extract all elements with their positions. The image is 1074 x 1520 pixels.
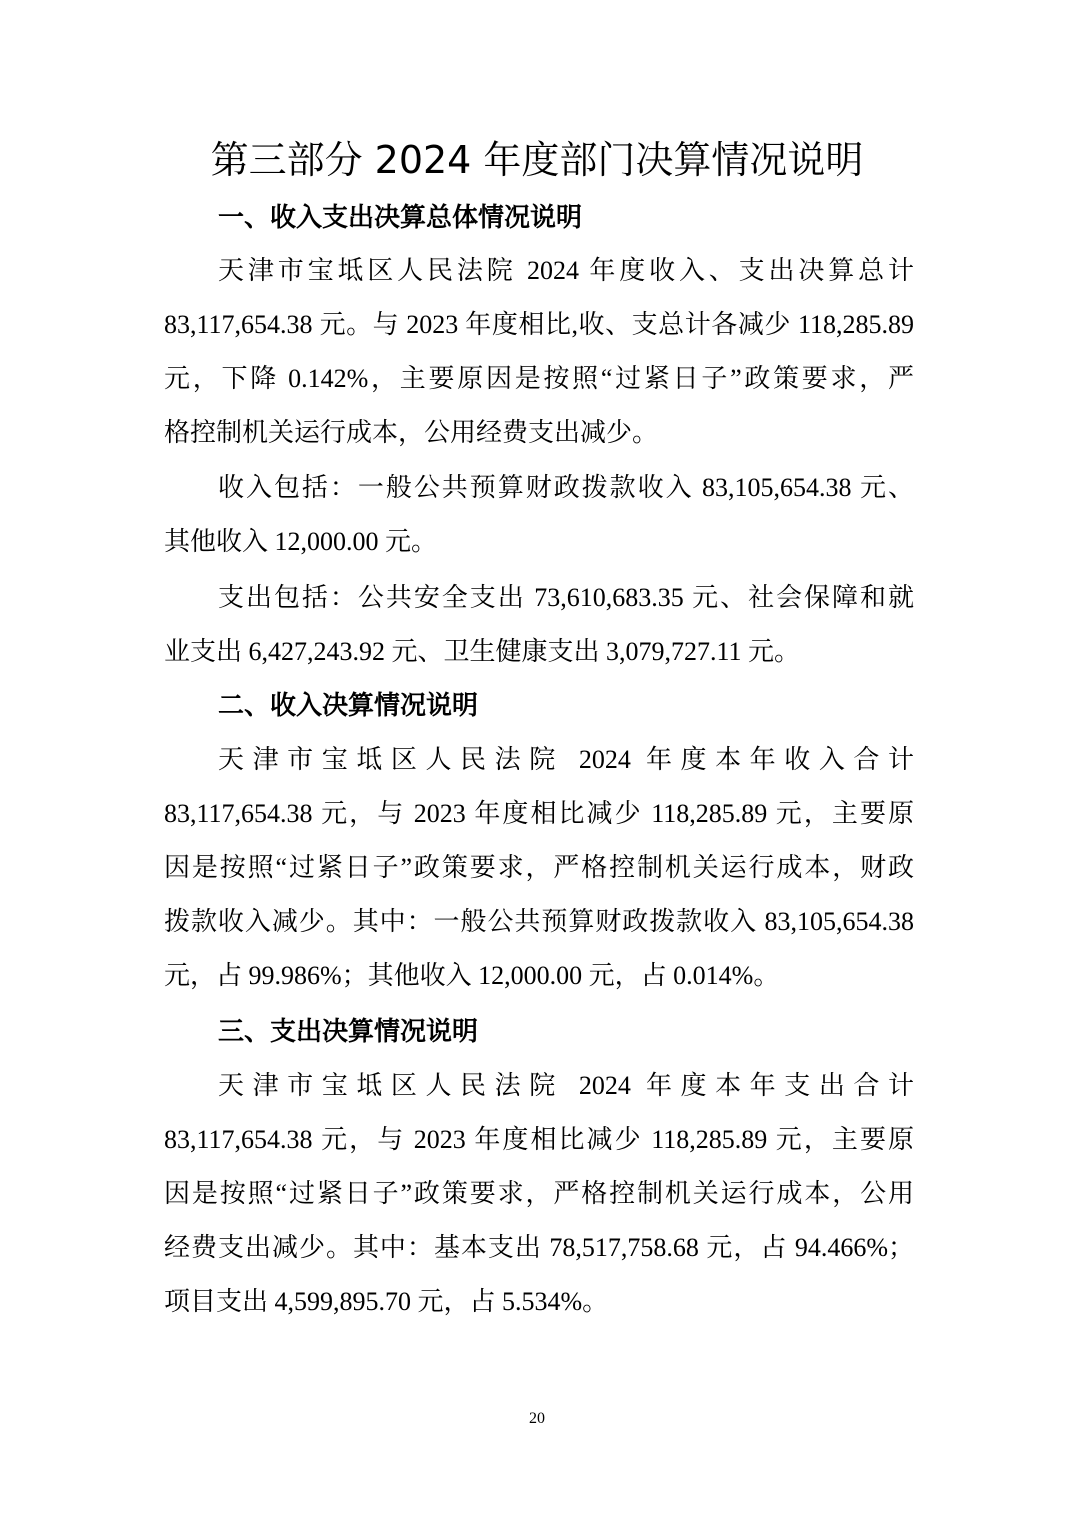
paragraph-line: 元，下降 0.142%，主要原因是按照“过紧日子”政策要求，严 xyxy=(164,364,914,393)
paragraph-line: 其他收入 12,000.00 元。 xyxy=(164,527,438,556)
paragraph-line: 支出包括：公共安全支出 73,610,683.35 元、社会保障和就 xyxy=(218,583,914,612)
paragraph-line: 元，占 99.986%；其他收入 12,000.00 元，占 0.014%。 xyxy=(164,961,780,990)
paragraph-line: 天津市宝坻区人民法院 2024 年度本年支出合计 xyxy=(218,1071,914,1100)
paragraph-line: 天津市宝坻区人民法院 2024 年度本年收入合计 xyxy=(218,745,914,774)
paragraph-line: 因是按照“过紧日子”政策要求，严格控制机关运行成本，公用 xyxy=(164,1179,914,1208)
paragraph-line: 格控制机关运行成本，公用经费支出减少。 xyxy=(164,418,659,447)
paragraph-line: 83,117,654.38 元。与 2023 年度相比,收、支总计各减少 118,285.89 xyxy=(164,310,914,339)
paragraph-line: 83,117,654.38 元，与 2023 年度相比减少 118,285.89 元，主要原 xyxy=(164,799,914,828)
paragraph-line: 项目支出 4,599,895.70 元，占 5.534%。 xyxy=(164,1287,609,1316)
section-heading-1: 一、收入支出决算总体情况说明 xyxy=(218,203,583,233)
paragraph-line: 经费支出减少。其中：基本支出 78,517,758.68 元，占 94.466%； xyxy=(164,1233,914,1262)
page-title: 第三部分 2024 年度部门决算情况说明 xyxy=(210,138,864,182)
paragraph-line: 业支出 6,427,243.92 元、卫生健康支出 3,079,727.11 元。 xyxy=(164,637,801,666)
paragraph-line: 收入包括：一般公共预算财政拨款收入 83,105,654.38 元、 xyxy=(218,473,914,502)
page-number: 20 xyxy=(529,1410,545,1427)
paragraph-line: 拨款收入减少。其中：一般公共预算财政拨款收入 83,105,654.38 xyxy=(164,907,914,936)
section-heading-3: 三、支出决算情况说明 xyxy=(218,1017,479,1047)
paragraph-line: 因是按照“过紧日子”政策要求，严格控制机关运行成本，财政 xyxy=(164,853,914,882)
section-heading-2: 二、收入决算情况说明 xyxy=(218,691,479,721)
paragraph-line: 83,117,654.38 元，与 2023 年度相比减少 118,285.89 元，主要原 xyxy=(164,1125,914,1154)
paragraph-line: 天津市宝坻区人民法院 2024 年度收入、支出决算总计 xyxy=(218,256,914,285)
